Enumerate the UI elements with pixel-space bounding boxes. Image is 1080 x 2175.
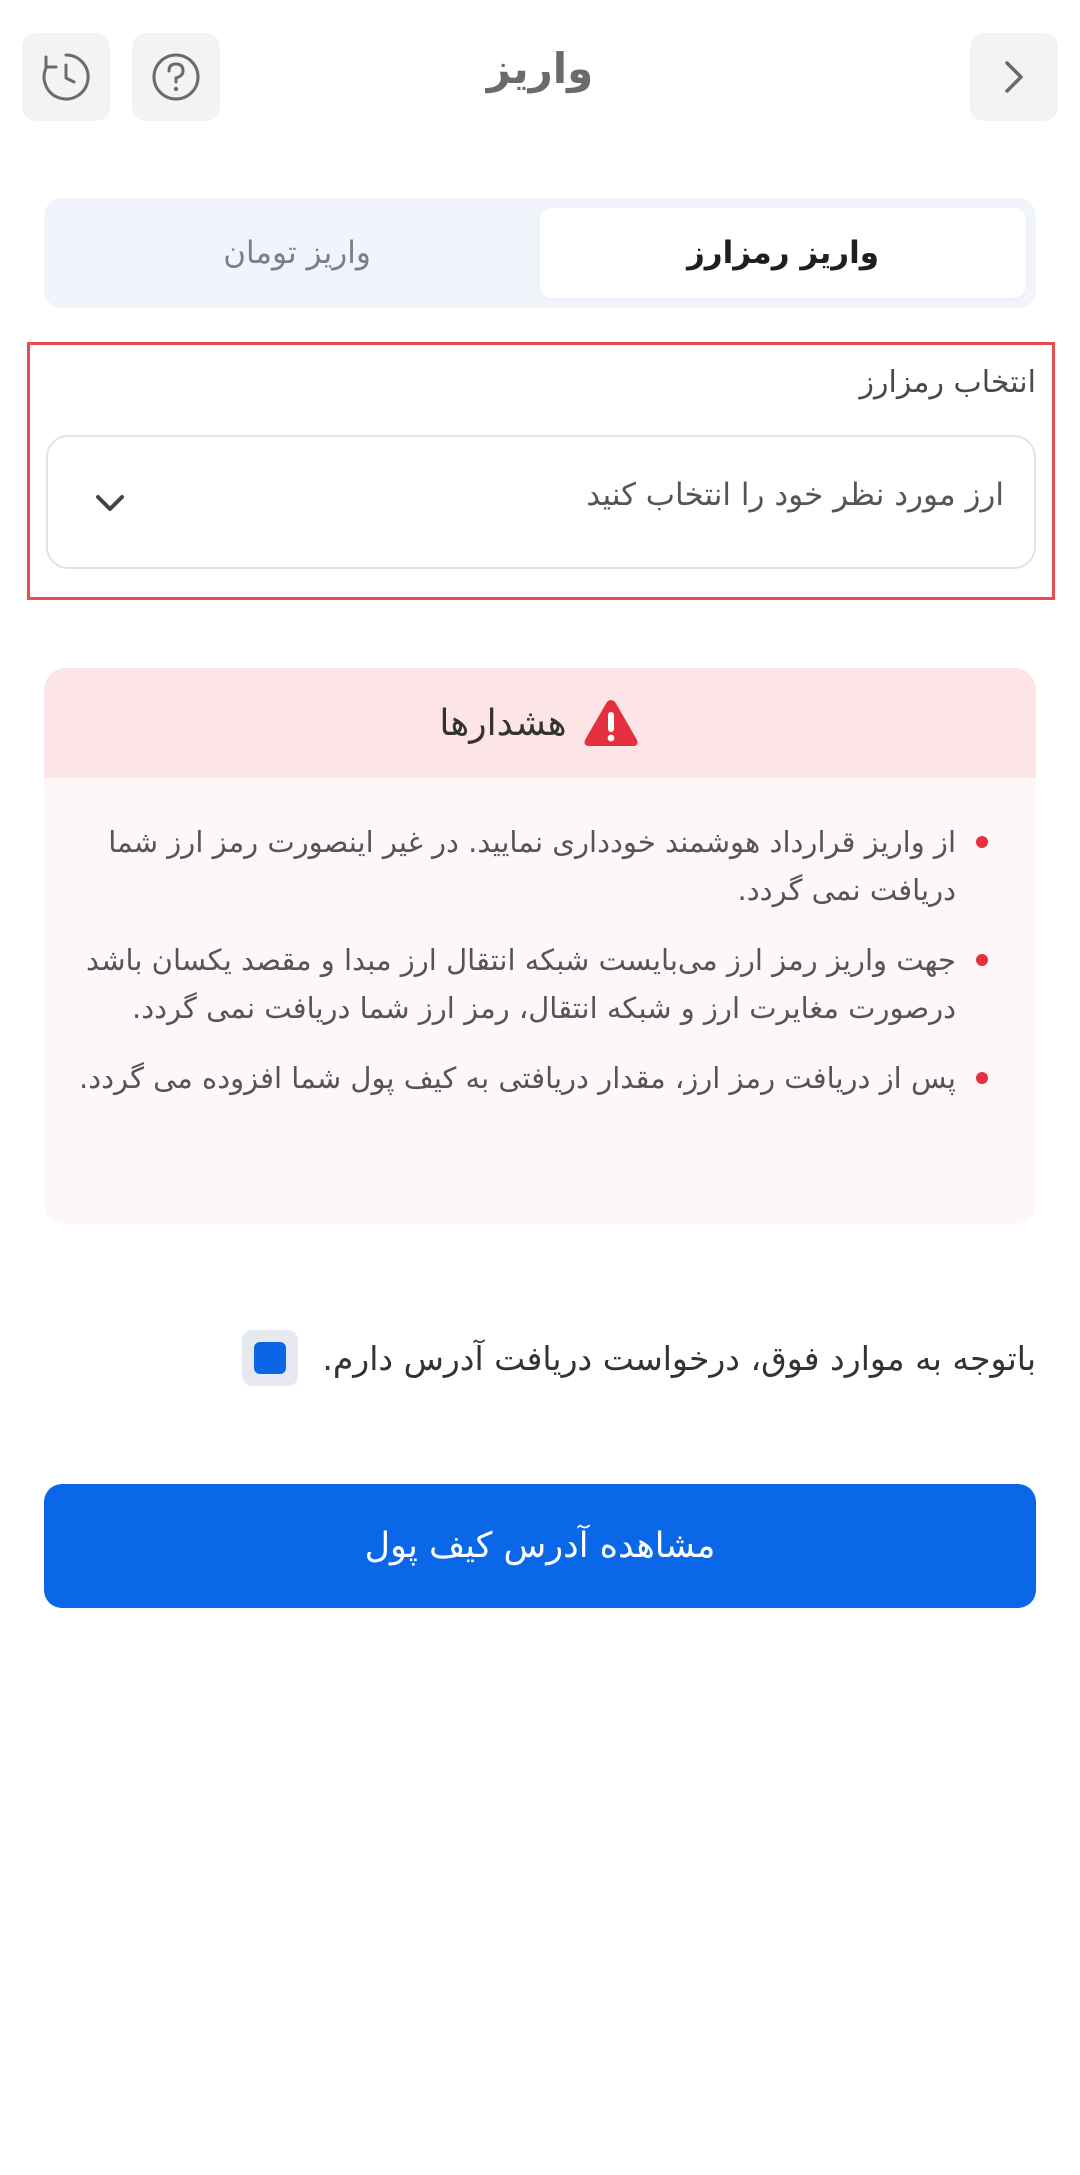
crypto-select-label: انتخاب رمزارز <box>859 365 1036 400</box>
agreement-label[interactable]: باتوجه به موارد فوق، درخواست دریافت آدرس دارم. <box>322 1338 1036 1378</box>
chevron-down-icon <box>90 483 130 523</box>
page-title: واریز <box>486 44 594 93</box>
agreement-checkbox[interactable] <box>242 1330 298 1386</box>
crypto-select-dropdown[interactable] <box>46 435 1036 569</box>
warning-item <box>68 1054 956 1102</box>
tab-toman-deposit[interactable]: واریز تومان <box>223 235 371 271</box>
tab-crypto-deposit[interactable]: واریز رمزارز <box>540 208 1026 298</box>
agreement-row <box>242 1330 1036 1386</box>
bullet-dot <box>976 954 988 966</box>
back-button[interactable] <box>970 33 1058 121</box>
bullet-dot <box>976 836 988 848</box>
checkbox-checked-mark <box>254 1342 286 1374</box>
warnings-header <box>44 668 1036 778</box>
warning-text: از واریز قرارداد هوشمند خودداری نمایید. در غیر اینصورت رمز ارز شما دریافت نمی گردد. <box>108 825 956 907</box>
warnings-card <box>44 668 1036 1224</box>
view-wallet-address-button[interactable]: مشاهده آدرس کیف پول <box>44 1484 1036 1608</box>
warning-text: جهت واریز رمز ارز می‌بایست شبکه انتقال ارز مبدا و مقصد یکسان باشد درصورت مغایرت ارز و شبکه انتقال، رمز ارز شما دریافت نمی گردد. <box>86 943 956 1025</box>
crypto-select-placeholder: ارز مورد نظر خود را انتخاب کنید <box>586 477 1004 513</box>
warning-icon <box>581 696 641 750</box>
deposit-tabs <box>44 198 1036 308</box>
crypto-select-section <box>27 342 1055 600</box>
warning-item <box>68 818 956 914</box>
chevron-right-icon <box>992 55 1036 99</box>
warnings-list <box>44 778 1036 1102</box>
warnings-title: هشدارها <box>439 702 567 744</box>
warning-item <box>68 936 956 1032</box>
bullet-dot <box>976 1072 988 1084</box>
warning-text: پس از دریافت رمز ارز، مقدار دریافتی به کیف پول شما افزوده می گردد. <box>79 1061 956 1095</box>
